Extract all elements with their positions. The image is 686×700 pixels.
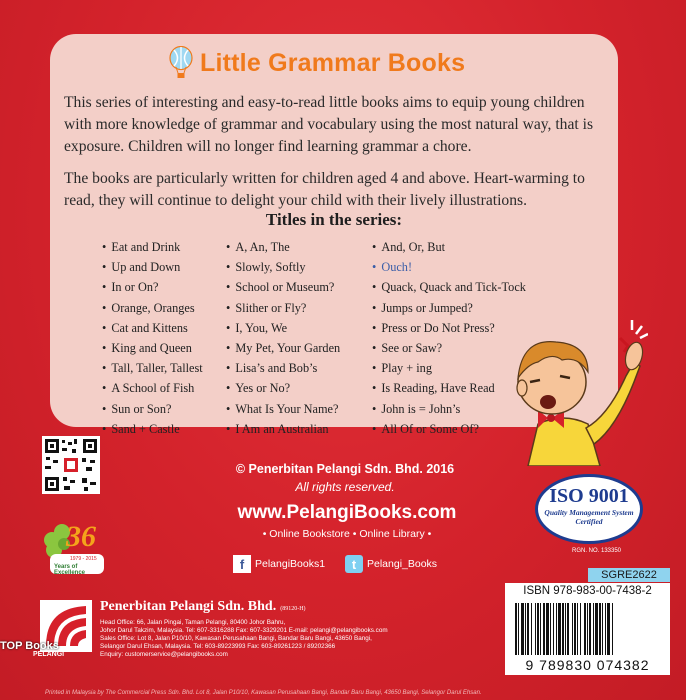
badge-number: 36	[66, 520, 96, 553]
publisher-info	[100, 599, 388, 659]
title-item: • My Pet, Your Garden	[226, 338, 340, 358]
title-item: • School or Museum?	[226, 277, 340, 297]
copyright-text: © Penerbitan Pelangi Sdn. Bhd. 2016	[235, 462, 455, 476]
title-item: • Sand + Castle	[102, 419, 203, 439]
title-item: • See or Saw?	[372, 338, 526, 358]
barcode-bar	[577, 603, 578, 655]
barcode-bar	[518, 603, 519, 655]
title-item: • Is Reading, Have Read	[372, 378, 526, 398]
iso-certification-badge	[535, 474, 643, 544]
title-item: • Play + ing	[372, 358, 526, 378]
titles-column-3	[372, 237, 526, 439]
publisher-name	[100, 599, 388, 615]
title-item: • Sun or Son?	[102, 399, 203, 419]
facebook-handle[interactable]	[233, 555, 325, 573]
watermark-logo: TOP Books	[0, 640, 59, 652]
boy-illustration	[508, 316, 648, 466]
badge-years: 1979 - 2015	[70, 556, 97, 562]
titles-column-1	[102, 237, 203, 439]
product-code: SGRE2622	[588, 568, 670, 582]
barcode-bar	[553, 603, 554, 655]
title-item: • And, Or, But	[372, 237, 526, 257]
barcode-bar	[602, 603, 603, 655]
publisher-address-line: Johor Darul Takzim, Malaysia. Tel: 607-3316288 Fax: 607-3329201 E-mail: pelangi@pelangibooks.com	[100, 627, 388, 634]
twitter-handle[interactable]	[345, 555, 437, 573]
barcode-bar	[572, 603, 573, 655]
title-item: • In or On?	[102, 277, 203, 297]
title-item: • Orange, Oranges	[102, 298, 203, 318]
barcode-bar	[515, 603, 517, 655]
barcode-bar	[550, 603, 551, 655]
title-item: • I Am an Australian	[226, 419, 340, 439]
website-url[interactable]: www.PelangiBooks.com	[237, 502, 457, 523]
barcode-bar	[543, 603, 545, 655]
rights-text: All rights reserved.	[295, 480, 395, 494]
publisher-address-line: Head Office: 66, Jalan Pingai, Taman Pelangi, 80400 Johor Bahru,	[100, 619, 286, 626]
twitter-bird-icon: t	[345, 555, 363, 573]
pelangi-logo-label: PELANGI	[33, 651, 65, 658]
title-item: • Press or Do Not Press?	[372, 318, 526, 338]
title-item: • Slither or Fly?	[226, 298, 340, 318]
title-item: • A, An, The	[226, 237, 340, 257]
printer-footer: Printed in Malaysia by The Commercial Press Sdn. Bhd. Lot 8, Jalan P10/10, Kawasan Perusahaan Bangi, Bandar Baru Bangi, 43650 Bangi, Selangor Darul Ehsan.	[45, 690, 482, 696]
publisher-name-text: Penerbitan Pelangi Sdn. Bhd.	[100, 599, 277, 614]
title-item: • Quack, Quack and Tick-Tock	[372, 277, 526, 297]
title-item: • John is = John’s	[372, 399, 526, 419]
barcode-bar	[580, 603, 581, 655]
iso-subtitle: Quality Management System Certified	[544, 508, 634, 526]
description-paragraph: This series of interesting and easy-to-read little books aims to equip young children with more knowledge of grammar and vocabulary using the most natural way, that is exposure. Children will no longer find learning grammar a chore.	[64, 94, 594, 155]
title-item: • I, You, We	[226, 318, 340, 338]
title-item: • What Is Your Name?	[226, 399, 340, 419]
barcode-bar	[595, 603, 598, 655]
barcode-bar	[527, 603, 529, 655]
isbn-text: ISBN 978-983-00-7438-2	[523, 585, 652, 597]
online-links: • Online Bookstore • Online Library •	[262, 528, 432, 540]
titles-heading: Titles in the series:	[265, 210, 403, 229]
title-item: • Lisa’s and Bob’s	[226, 358, 340, 378]
barcode-bar	[558, 603, 561, 655]
iso-registration-number: RGN. NO. 133350	[572, 548, 622, 554]
series-brand	[168, 46, 465, 80]
title-item: • Eat and Drink	[102, 237, 203, 257]
title-item: • Yes or No?	[226, 378, 340, 398]
barcode-number: 9 789830 074382	[525, 657, 650, 673]
qr-code	[42, 436, 100, 494]
title-item: • King and Queen	[102, 338, 203, 358]
website-block	[212, 502, 482, 540]
title-item: • Slowly, Softly	[226, 257, 340, 277]
titles-column-2	[226, 237, 340, 439]
barcode-bar	[546, 603, 549, 655]
publisher-reg: (89120-H)	[280, 606, 306, 612]
publisher-address-line: Sales Office: Lot 8, Jalan P10/10, Kawasan Perusahaan Bangi, Bandar Baru Bangi, 43650 Bangi,	[100, 635, 372, 642]
barcode-bar	[556, 603, 557, 655]
publisher-address-line: Selangor Darul Ehsan, Malaysia. Tel: 603-89223993 Fax: 603-89261223 / 89202366	[100, 643, 336, 650]
badge-caption: Years of Excellence	[54, 564, 86, 576]
barcode-bar	[605, 603, 606, 655]
barcode-bar	[574, 603, 576, 655]
iso-title: ISO 9001	[549, 485, 629, 507]
title-item: • A School of Fish	[102, 378, 203, 398]
series-title: Little Grammar Books	[200, 48, 466, 77]
series-description	[64, 92, 612, 222]
facebook-icon: f	[233, 555, 251, 573]
copyright-block	[200, 462, 490, 494]
barcode-bar	[584, 603, 586, 655]
description-paragraph: The books are particularly written for children aged 4 and above. Heart-warming to read, they will continue to delight your child with their lively illustrations.	[64, 170, 585, 209]
title-item: • Up and Down	[102, 257, 203, 277]
publisher-address-line: Enquiry: customerservice@pelangibooks.com	[100, 651, 228, 658]
barcode-panel	[505, 583, 670, 675]
barcode-bar	[562, 603, 564, 655]
barcode-bar	[567, 603, 569, 655]
title-item: • Cat and Kittens	[102, 318, 203, 338]
anniversary-badge	[40, 518, 108, 578]
barcode-bar	[521, 603, 524, 655]
barcode-bar	[612, 603, 613, 655]
barcode-bar	[537, 603, 539, 655]
barcode-bar	[565, 603, 566, 655]
title-item-highlighted: • Ouch!	[372, 257, 526, 277]
barcode-bar	[535, 603, 536, 655]
hot-air-balloon-icon	[168, 46, 194, 80]
barcode-bar	[607, 603, 610, 655]
barcode-bar	[593, 603, 594, 655]
facebook-label: PelangiBooks1	[255, 558, 326, 570]
barcode-bar	[589, 603, 591, 655]
title-item: • Tall, Taller, Tallest	[102, 358, 203, 378]
barcode-bar	[525, 603, 526, 655]
barcode-bar	[531, 603, 532, 655]
title-item: • Jumps or Jumped?	[372, 298, 526, 318]
twitter-label: Pelangi_Books	[367, 558, 438, 570]
barcode	[513, 603, 663, 655]
barcode-bar	[599, 603, 601, 655]
barcode-bar	[540, 603, 541, 655]
title-item: • All Of or Some Of?	[372, 419, 526, 439]
barcode-bar	[587, 603, 588, 655]
